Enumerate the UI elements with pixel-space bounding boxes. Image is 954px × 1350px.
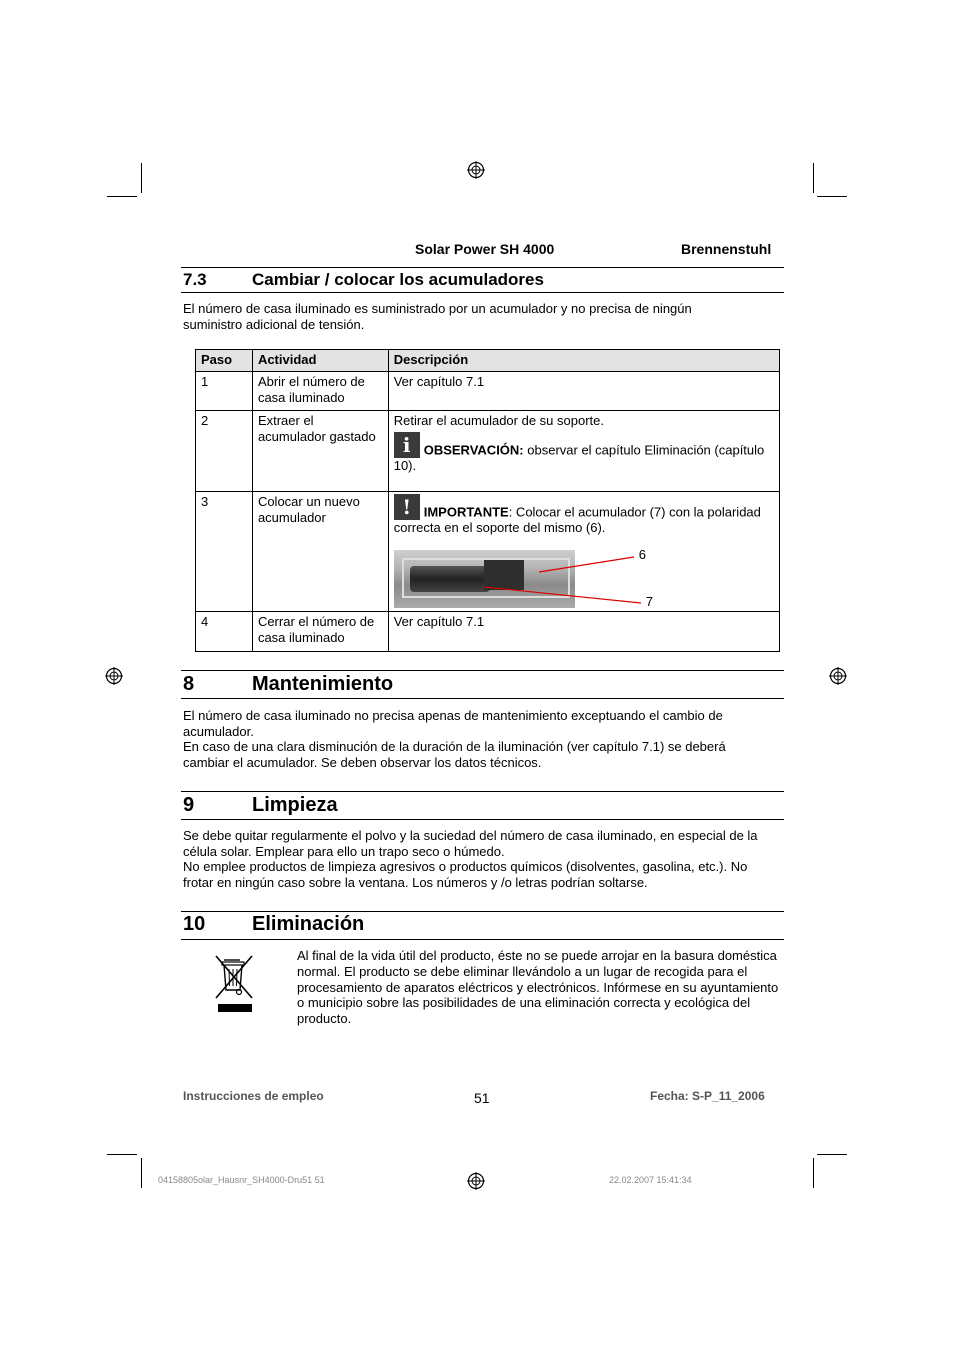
section-rule [181,911,784,912]
section-rule [181,939,784,940]
step-description-cell [388,411,779,492]
page-number: 51 [474,1090,490,1106]
table-row [196,612,780,652]
note-text: : Colocar el acumulador (7) con la polaridad correcta en el soporte del mismo (6). [393,504,761,535]
step-activity: Abrir el número de casa iluminado [252,372,388,411]
section-8-paragraph: El número de casa iluminado no precisa apenas de mantenimiento exceptuando el cambio de acumulador. [183,708,723,739]
registration-mark-icon [467,161,485,179]
footer-left: Instrucciones de empleo [183,1089,324,1103]
note-label: IMPORTANTE [423,504,509,520]
step-number: 1 [196,372,253,411]
step-number: 2 [196,411,253,492]
callout-label-6: 6 [638,547,646,562]
column-header: Descripción [388,350,779,372]
table-row [196,492,780,612]
section-rule [181,819,784,820]
section-rule [181,670,784,671]
registration-mark-icon [467,1172,485,1190]
step-activity: Extraer el acumulador gastado [252,411,388,492]
step-description: Ver capítulo 7.1 [388,372,779,411]
section-8-title: Mantenimiento [252,673,394,695]
crop-mark [141,1158,142,1188]
section-10-number: 10 [183,913,206,935]
important-note [394,494,774,536]
crop-mark [813,1158,814,1188]
footer-right: Fecha: S-P_11_2006 [650,1089,765,1103]
crop-mark [817,196,847,197]
header-brand: Brennenstuhl [681,241,772,257]
column-header: Actividad [252,350,388,372]
section-rule [181,698,784,699]
info-icon: i [394,432,420,458]
table-header-row [196,350,780,372]
registration-mark-icon [105,667,123,685]
crop-mark [813,163,814,193]
section-8-number: 8 [183,673,195,695]
section-7-3-title: Cambiar / colocar los acumuladores [252,270,544,289]
section-rule [181,292,784,293]
battery-holder-photo [394,550,575,608]
section-9-paragraph: Se debe quitar regularmente el polvo y la suciedad del número de casa iluminado, en especial de la célula solar. Emplear para ello un trapo seco o húmedo. [183,828,758,859]
section-9-number: 9 [183,794,195,816]
section-8-paragraph: En caso de una clara disminución de la duración de la iluminación (ver capítulo 7.1) se deberá cambiar el acumulador. Se deben observar los datos técnicos. [183,739,726,770]
section-10-paragraph: Al final de la vida útil del producto, éste no se puede arrojar en la basura doméstica normal. El producto se debe eliminar llevándolo a un lugar de recogida para el procesamiento de aparatos eléctricos y electrónicos. Infórmese en su ayuntamiento o municipio sobre las posibilidades de una eliminación correcta y ecológica del producto. [297,948,779,1027]
crop-mark [817,1154,847,1155]
step-activity: Colocar un nuevo acumulador [252,492,388,612]
note-text: observar el capítulo Eliminación (capítulo 10). [393,442,765,473]
header-rule [181,267,784,268]
callout-label-7: 7 [645,594,653,609]
crop-mark [107,196,137,197]
section-9-title: Limpieza [252,794,338,816]
column-header: Paso [196,350,253,372]
crop-mark [107,1154,137,1155]
section-rule [181,791,784,792]
crossed-out-bin-icon [212,952,256,1014]
step-description: Ver capítulo 7.1 [388,612,779,652]
table-row [196,372,780,411]
registration-mark-icon [829,667,847,685]
warning-icon: ! [394,494,420,520]
header-product: Solar Power SH 4000 [415,241,555,257]
section-9-paragraph: No emplee productos de limpieza agresivos o productos químicos (disolventes, gasolina, etc.). No frotar en ningún caso sobre la ventana. Los números y /o letras podrían soltarse. [183,859,748,890]
crop-mark [141,163,142,193]
section-10-title: Eliminación [252,913,365,935]
observation-note [394,432,774,474]
section-7-3-intro: El número de casa iluminado es suministrado por un acumulador y no precisa de ningún suministro adicional de tensión. [183,301,692,332]
step-number: 3 [196,492,253,612]
print-slug-right: 22.02.2007 15:41:34 [609,1175,692,1185]
note-label: OBSERVACIÓN: [423,442,524,457]
step-number: 4 [196,612,253,652]
steps-table [195,349,780,652]
print-slug-left: 04158805olar_Hausnr_SH4000-Dru51 51 [158,1175,325,1185]
step-description-cell [388,492,779,612]
step-description: Retirar el acumulador de su soporte. [393,413,604,428]
table-row [196,411,780,492]
section-7-3-number: 7.3 [183,270,207,289]
step-activity: Cerrar el número de casa iluminado [252,612,388,652]
